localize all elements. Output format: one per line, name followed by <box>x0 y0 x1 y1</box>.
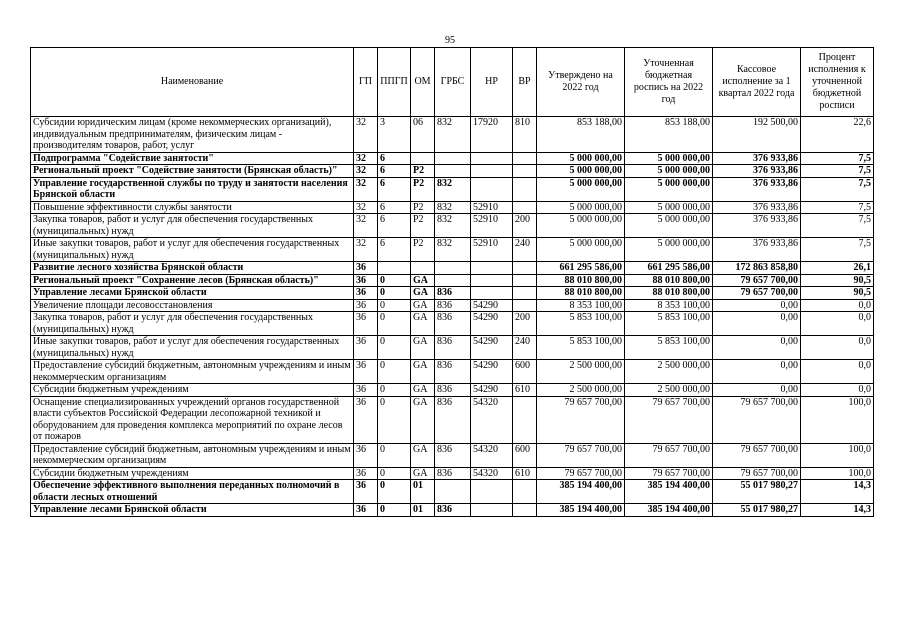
cell-cash: 0,00 <box>713 360 801 384</box>
cell-refined: 5 000 000,00 <box>625 214 713 238</box>
cell-om: 01 <box>411 480 435 504</box>
cell-percent: 7,5 <box>801 214 874 238</box>
cell-vr: 600 <box>513 360 537 384</box>
cell-name: Предоставление субсидий бюджетным, автономным учреждениям и иным некоммерческим организациям <box>31 360 354 384</box>
table-body <box>31 117 874 517</box>
cell-cash: 79 657 700,00 <box>713 287 801 300</box>
cell-gp: 36 <box>354 504 378 517</box>
cell-grbs: 836 <box>435 384 471 397</box>
cell-percent: 0,0 <box>801 384 874 397</box>
cell-ppgp: 0 <box>378 287 411 300</box>
cell-percent: 100,0 <box>801 443 874 467</box>
header-om: ОМ <box>411 48 435 117</box>
cell-np: 17920 <box>471 117 513 153</box>
cell-np: 54290 <box>471 384 513 397</box>
cell-refined: 853 188,00 <box>625 117 713 153</box>
cell-ppgp: 0 <box>378 299 411 312</box>
cell-cash: 376 933,86 <box>713 177 801 201</box>
table-row <box>31 396 874 443</box>
cell-np <box>471 177 513 201</box>
cell-grbs <box>435 165 471 178</box>
cell-om: GA <box>411 299 435 312</box>
cell-grbs: 836 <box>435 287 471 300</box>
cell-approved: 79 657 700,00 <box>537 467 625 480</box>
cell-ppgp: 0 <box>378 274 411 287</box>
table-row <box>31 274 874 287</box>
cell-approved: 5 000 000,00 <box>537 201 625 214</box>
cell-gp: 36 <box>354 396 378 443</box>
cell-ppgp: 6 <box>378 201 411 214</box>
cell-percent: 7,5 <box>801 238 874 262</box>
cell-ppgp: 0 <box>378 467 411 480</box>
cell-om: P2 <box>411 214 435 238</box>
cell-gp: 32 <box>354 152 378 165</box>
cell-vr: 810 <box>513 117 537 153</box>
cell-np: 54290 <box>471 312 513 336</box>
header-vr: ВР <box>513 48 537 117</box>
header-grbs: ГРБС <box>435 48 471 117</box>
cell-refined: 385 194 400,00 <box>625 480 713 504</box>
cell-name: Подпрограмма "Содействие занятости" <box>31 152 354 165</box>
cell-name: Закупка товаров, работ и услуг для обеспечения государственных (муниципальных) нужд <box>31 214 354 238</box>
cell-np: 52910 <box>471 238 513 262</box>
cell-gp: 32 <box>354 214 378 238</box>
table-row <box>31 360 874 384</box>
cell-grbs: 836 <box>435 504 471 517</box>
cell-gp: 36 <box>354 336 378 360</box>
header-refined: Уточненная бюджетная роспись на 2022 год <box>625 48 713 117</box>
cell-ppgp: 0 <box>378 312 411 336</box>
cell-grbs: 836 <box>435 312 471 336</box>
header-name: Наименование <box>31 48 354 117</box>
cell-approved: 385 194 400,00 <box>537 504 625 517</box>
cell-refined: 8 353 100,00 <box>625 299 713 312</box>
header-percent: Процент исполнения к уточненной бюджетной росписи <box>801 48 874 117</box>
cell-np: 52910 <box>471 201 513 214</box>
cell-np <box>471 152 513 165</box>
cell-cash: 55 017 980,27 <box>713 480 801 504</box>
table-row <box>31 312 874 336</box>
cell-approved: 5 000 000,00 <box>537 165 625 178</box>
cell-np <box>471 274 513 287</box>
cell-vr <box>513 274 537 287</box>
cell-np <box>471 287 513 300</box>
cell-cash: 376 933,86 <box>713 201 801 214</box>
cell-om <box>411 152 435 165</box>
cell-np: 54290 <box>471 360 513 384</box>
cell-approved: 5 853 100,00 <box>537 336 625 360</box>
cell-name: Оснащение специализированных учреждений органов государственной власти субъектов Российской Федерации лесопожарной техникой и оборудованием для проведения комплекса мероприятий по охране лесов от пожаров <box>31 396 354 443</box>
cell-cash: 0,00 <box>713 336 801 360</box>
cell-vr: 200 <box>513 214 537 238</box>
cell-percent: 0,0 <box>801 299 874 312</box>
cell-approved: 88 010 800,00 <box>537 274 625 287</box>
budget-table <box>30 47 874 517</box>
cell-percent: 14,3 <box>801 504 874 517</box>
cell-grbs: 836 <box>435 360 471 384</box>
cell-gp: 36 <box>354 274 378 287</box>
cell-np <box>471 165 513 178</box>
cell-gp: 36 <box>354 262 378 275</box>
cell-gp: 36 <box>354 384 378 397</box>
cell-percent: 7,5 <box>801 177 874 201</box>
cell-ppgp: 6 <box>378 177 411 201</box>
cell-cash: 376 933,86 <box>713 238 801 262</box>
cell-om: GA <box>411 384 435 397</box>
cell-name: Обеспечение эффективного выполнения переданных полномочий в области лесных отношений <box>31 480 354 504</box>
cell-percent: 22,6 <box>801 117 874 153</box>
table-row <box>31 480 874 504</box>
cell-ppgp: 0 <box>378 396 411 443</box>
cell-name: Увеличение площади лесовосстановления <box>31 299 354 312</box>
cell-name: Иные закупки товаров, работ и услуг для обеспечения государственных (муниципальных) нужд <box>31 336 354 360</box>
cell-refined: 385 194 400,00 <box>625 504 713 517</box>
table-row <box>31 287 874 300</box>
table-header-row <box>31 48 874 117</box>
table-row <box>31 214 874 238</box>
cell-grbs <box>435 480 471 504</box>
cell-ppgp: 6 <box>378 238 411 262</box>
cell-gp: 32 <box>354 238 378 262</box>
cell-np: 54320 <box>471 467 513 480</box>
cell-refined: 79 657 700,00 <box>625 443 713 467</box>
cell-cash: 172 863 858,80 <box>713 262 801 275</box>
cell-ppgp: 6 <box>378 214 411 238</box>
cell-ppgp: 0 <box>378 504 411 517</box>
cell-approved: 88 010 800,00 <box>537 287 625 300</box>
cell-gp: 36 <box>354 312 378 336</box>
cell-cash: 79 657 700,00 <box>713 274 801 287</box>
cell-name: Повышение эффективности службы занятости <box>31 201 354 214</box>
cell-cash: 192 500,00 <box>713 117 801 153</box>
cell-refined: 5 000 000,00 <box>625 238 713 262</box>
cell-approved: 5 000 000,00 <box>537 152 625 165</box>
cell-refined: 88 010 800,00 <box>625 274 713 287</box>
cell-grbs: 832 <box>435 214 471 238</box>
cell-grbs: 836 <box>435 299 471 312</box>
header-cash: Кассовое исполнение за 1 квартал 2022 года <box>713 48 801 117</box>
cell-vr: 200 <box>513 312 537 336</box>
table-row <box>31 443 874 467</box>
table-row <box>31 384 874 397</box>
header-approved: Утверждено на 2022 год <box>537 48 625 117</box>
cell-gp: 36 <box>354 287 378 300</box>
cell-np: 54290 <box>471 299 513 312</box>
cell-refined: 2 500 000,00 <box>625 360 713 384</box>
cell-refined: 5 000 000,00 <box>625 165 713 178</box>
table-row <box>31 152 874 165</box>
cell-grbs: 836 <box>435 396 471 443</box>
cell-vr: 610 <box>513 467 537 480</box>
cell-name: Иные закупки товаров, работ и услуг для обеспечения государственных (муниципальных) нужд <box>31 238 354 262</box>
cell-om: 01 <box>411 504 435 517</box>
cell-percent: 90,5 <box>801 287 874 300</box>
cell-vr: 600 <box>513 443 537 467</box>
cell-approved: 2 500 000,00 <box>537 360 625 384</box>
cell-refined: 5 853 100,00 <box>625 312 713 336</box>
cell-approved: 385 194 400,00 <box>537 480 625 504</box>
cell-np <box>471 262 513 275</box>
cell-np <box>471 480 513 504</box>
cell-approved: 5 000 000,00 <box>537 177 625 201</box>
cell-name: Субсидии юридическим лицам (кроме некоммерческих организаций), индивидуальным предпринимателям, физическим лицам - производителям товаров, работ, услуг <box>31 117 354 153</box>
cell-refined: 5 853 100,00 <box>625 336 713 360</box>
table-row <box>31 201 874 214</box>
cell-cash: 0,00 <box>713 312 801 336</box>
cell-refined: 79 657 700,00 <box>625 396 713 443</box>
cell-om: GA <box>411 467 435 480</box>
cell-grbs: 836 <box>435 467 471 480</box>
cell-gp: 32 <box>354 117 378 153</box>
header-np: НР <box>471 48 513 117</box>
cell-name: Региональный проект "Содействие занятости (Брянская область)" <box>31 165 354 178</box>
cell-name: Управление лесами Брянской области <box>31 287 354 300</box>
cell-approved: 661 295 586,00 <box>537 262 625 275</box>
cell-approved: 2 500 000,00 <box>537 384 625 397</box>
cell-vr: 240 <box>513 336 537 360</box>
cell-cash: 79 657 700,00 <box>713 467 801 480</box>
cell-approved: 79 657 700,00 <box>537 396 625 443</box>
cell-percent: 0,0 <box>801 336 874 360</box>
cell-np: 54290 <box>471 336 513 360</box>
table-row <box>31 238 874 262</box>
cell-ppgp: 6 <box>378 165 411 178</box>
cell-vr <box>513 504 537 517</box>
cell-percent: 0,0 <box>801 312 874 336</box>
cell-vr <box>513 299 537 312</box>
cell-ppgp <box>378 262 411 275</box>
cell-om: P2 <box>411 238 435 262</box>
cell-np: 52910 <box>471 214 513 238</box>
cell-ppgp: 6 <box>378 152 411 165</box>
cell-om <box>411 262 435 275</box>
cell-om: P2 <box>411 165 435 178</box>
cell-refined: 5 000 000,00 <box>625 177 713 201</box>
cell-gp: 36 <box>354 360 378 384</box>
cell-refined: 5 000 000,00 <box>625 152 713 165</box>
cell-gp: 36 <box>354 299 378 312</box>
cell-cash: 79 657 700,00 <box>713 443 801 467</box>
cell-ppgp: 0 <box>378 336 411 360</box>
cell-percent: 100,0 <box>801 467 874 480</box>
cell-om: GA <box>411 443 435 467</box>
cell-cash: 0,00 <box>713 384 801 397</box>
cell-om: P2 <box>411 177 435 201</box>
header-gp: ГП <box>354 48 378 117</box>
cell-name: Субсидии бюджетным учреждениям <box>31 384 354 397</box>
cell-grbs: 836 <box>435 336 471 360</box>
header-ppgp: ППГП <box>378 48 411 117</box>
cell-vr: 610 <box>513 384 537 397</box>
cell-ppgp: 0 <box>378 480 411 504</box>
cell-refined: 661 295 586,00 <box>625 262 713 275</box>
cell-percent: 100,0 <box>801 396 874 443</box>
cell-name: Управление государственной службы по труду и занятости населения Брянской области <box>31 177 354 201</box>
cell-percent: 7,5 <box>801 201 874 214</box>
cell-refined: 5 000 000,00 <box>625 201 713 214</box>
cell-vr <box>513 152 537 165</box>
cell-vr: 240 <box>513 238 537 262</box>
cell-name: Развитие лесного хозяйства Брянской области <box>31 262 354 275</box>
cell-percent: 90,5 <box>801 274 874 287</box>
cell-approved: 853 188,00 <box>537 117 625 153</box>
cell-vr <box>513 396 537 443</box>
cell-percent: 14,3 <box>801 480 874 504</box>
cell-vr <box>513 177 537 201</box>
table-row <box>31 165 874 178</box>
cell-vr <box>513 262 537 275</box>
cell-name: Управление лесами Брянской области <box>31 504 354 517</box>
cell-cash: 376 933,86 <box>713 165 801 178</box>
cell-grbs: 836 <box>435 443 471 467</box>
cell-approved: 5 000 000,00 <box>537 238 625 262</box>
cell-refined: 2 500 000,00 <box>625 384 713 397</box>
cell-percent: 0,0 <box>801 360 874 384</box>
cell-percent: 7,5 <box>801 152 874 165</box>
table-row <box>31 504 874 517</box>
cell-grbs: 832 <box>435 238 471 262</box>
cell-ppgp: 0 <box>378 443 411 467</box>
cell-grbs <box>435 274 471 287</box>
table-row <box>31 117 874 153</box>
cell-cash: 0,00 <box>713 299 801 312</box>
cell-vr <box>513 165 537 178</box>
cell-om: 06 <box>411 117 435 153</box>
cell-gp: 36 <box>354 467 378 480</box>
cell-grbs: 832 <box>435 177 471 201</box>
table-row <box>31 299 874 312</box>
cell-vr <box>513 480 537 504</box>
cell-grbs <box>435 152 471 165</box>
cell-refined: 79 657 700,00 <box>625 467 713 480</box>
cell-om: GA <box>411 336 435 360</box>
cell-om: GA <box>411 274 435 287</box>
table-row <box>31 262 874 275</box>
cell-cash: 376 933,86 <box>713 152 801 165</box>
cell-grbs <box>435 262 471 275</box>
table-row <box>31 177 874 201</box>
cell-np <box>471 504 513 517</box>
cell-name: Региональный проект "Сохранение лесов (Брянская область)" <box>31 274 354 287</box>
cell-approved: 79 657 700,00 <box>537 443 625 467</box>
cell-name: Закупка товаров, работ и услуг для обеспечения государственных (муниципальных) нужд <box>31 312 354 336</box>
cell-cash: 376 933,86 <box>713 214 801 238</box>
table-row <box>31 467 874 480</box>
cell-gp: 36 <box>354 443 378 467</box>
cell-om: P2 <box>411 201 435 214</box>
cell-om: GA <box>411 396 435 443</box>
cell-percent: 26,1 <box>801 262 874 275</box>
cell-approved: 5 000 000,00 <box>537 214 625 238</box>
cell-ppgp: 3 <box>378 117 411 153</box>
cell-gp: 32 <box>354 201 378 214</box>
cell-name: Субсидии бюджетным учреждениям <box>31 467 354 480</box>
cell-cash: 79 657 700,00 <box>713 396 801 443</box>
page-number: 95 <box>445 35 455 46</box>
cell-gp: 32 <box>354 177 378 201</box>
cell-ppgp: 0 <box>378 384 411 397</box>
cell-grbs: 832 <box>435 201 471 214</box>
table-row <box>31 336 874 360</box>
cell-approved: 5 853 100,00 <box>537 312 625 336</box>
cell-refined: 88 010 800,00 <box>625 287 713 300</box>
cell-gp: 36 <box>354 480 378 504</box>
cell-vr <box>513 201 537 214</box>
cell-om: GA <box>411 312 435 336</box>
cell-approved: 8 353 100,00 <box>537 299 625 312</box>
cell-grbs: 832 <box>435 117 471 153</box>
cell-vr <box>513 287 537 300</box>
cell-om: GA <box>411 360 435 384</box>
cell-cash: 55 017 980,27 <box>713 504 801 517</box>
cell-om: GA <box>411 287 435 300</box>
cell-np: 54320 <box>471 396 513 443</box>
cell-np: 54320 <box>471 443 513 467</box>
cell-ppgp: 0 <box>378 360 411 384</box>
cell-percent: 7,5 <box>801 165 874 178</box>
cell-gp: 32 <box>354 165 378 178</box>
cell-name: Предоставление субсидий бюджетным, автономным учреждениям и иным некоммерческим организациям <box>31 443 354 467</box>
